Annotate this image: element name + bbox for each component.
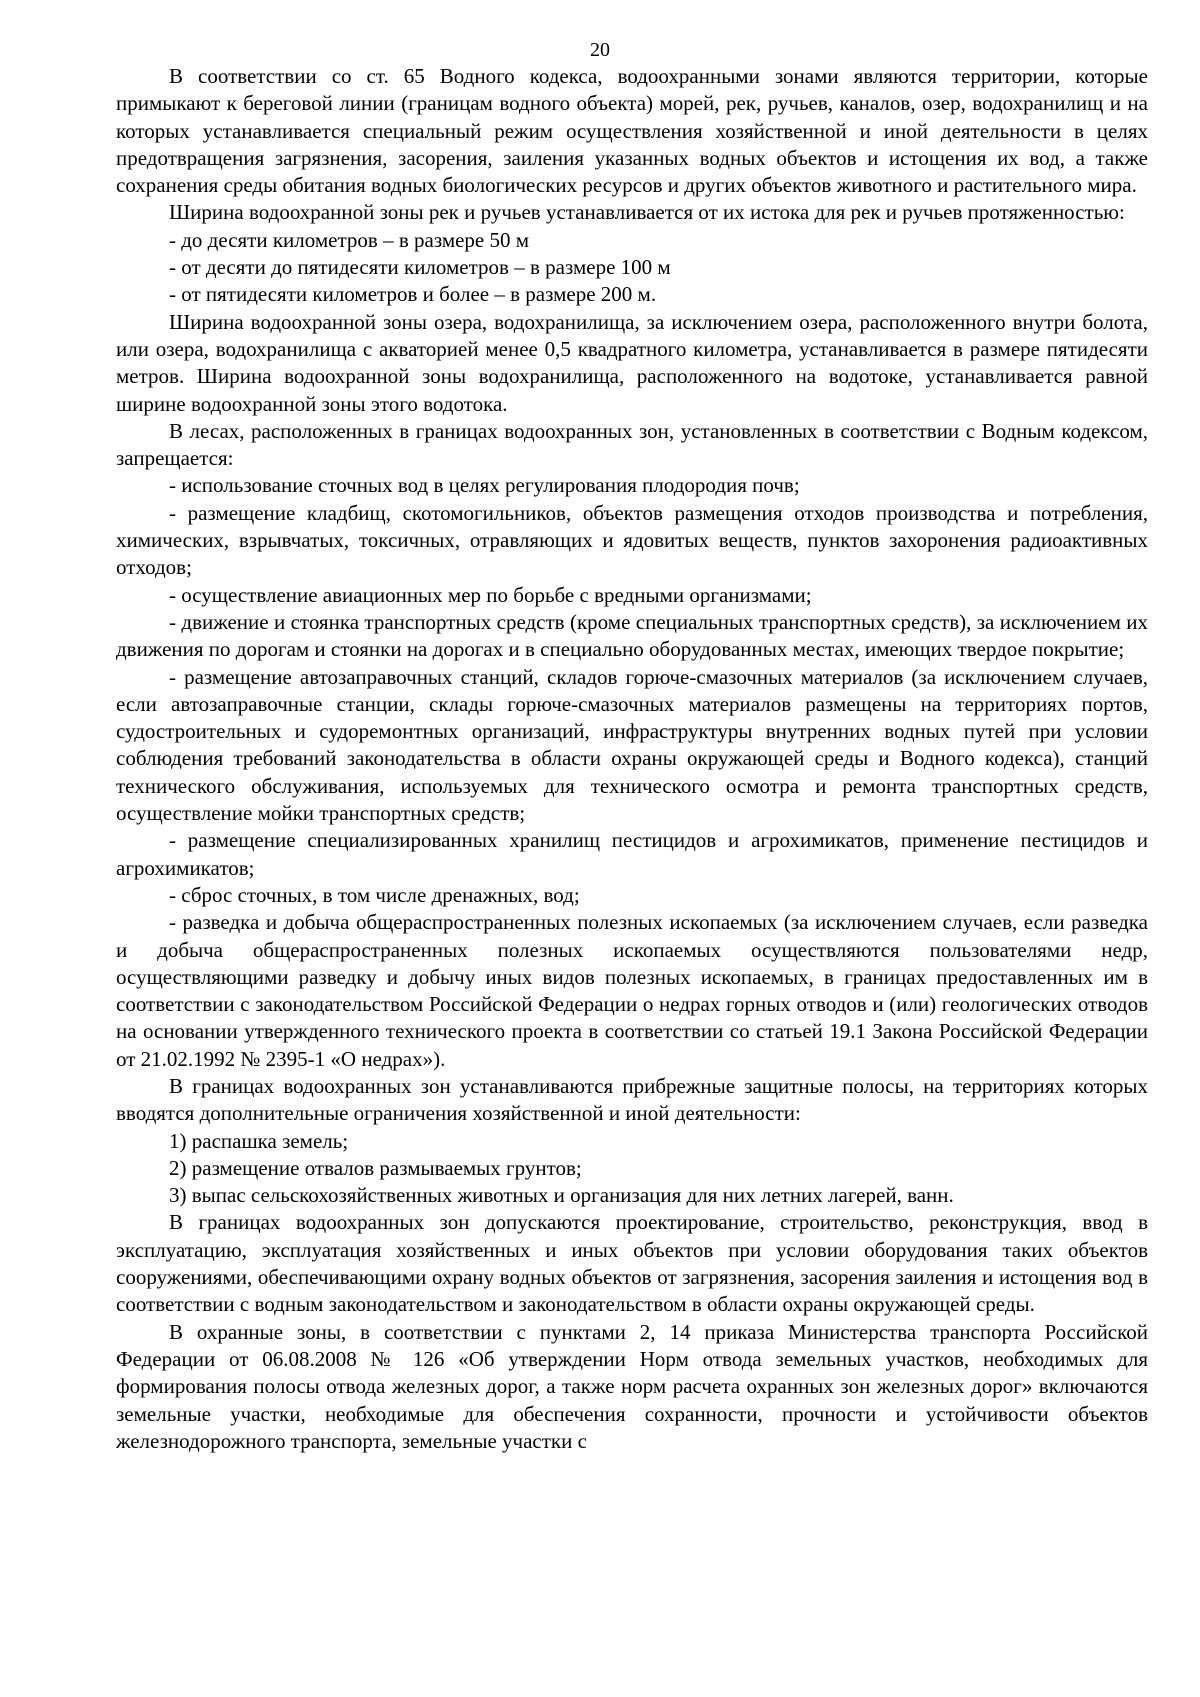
paragraph-railway-protection-zones: В охранные зоны, в соответствии с пунктами 2, 14 приказа Министерства транспорта Российской Федерации от 06.08.2008 № 126 «Об утверждении Норм отвода земельных участков, необходимых для формирования полосы отвода железных дорог, а также норм расчета охранных зон железных дорог» включаются земельные участки, необходимые для обеспечения сохранности, прочности и устойчивости объектов железнодорожного транспорта, земельные участки с xyxy=(116,1319,1148,1453)
list-item: 1) распашка земель; xyxy=(169,1128,349,1153)
paragraph-permitted-construction: В границах водоохранных зон допускаются проектирование, строительство, реконструкция, ввод в эксплуатацию, эксплуатация хозяйственных и иных объектов при условии оборудования таких объектов сооружениями, обеспечивающими охрану водных объектов от загрязнения, засорения заиления и истощения вод в соответствии с водным законодательством и законодательством в области охраны окружающей среды. xyxy=(116,1210,1148,1317)
list-item: - до десяти километров – в размере 50 м xyxy=(169,227,530,252)
document-body xyxy=(116,63,1148,1455)
paragraph-river-zone-width: Ширина водоохранной зоны рек и ручьев устанавливается от их истока для рек и ручьев протяженностью: xyxy=(169,200,1125,225)
list-item: - использование сточных вод в целях регулирования плодородия почв; xyxy=(169,473,800,498)
list-item: - размещение кладбищ, скотомогильников, объектов размещения отходов производства и потребления, химических, взрывчатых, токсичных, отравляющих и ядовитых веществ, пунктов захоронения радиоактивных отходов; xyxy=(116,500,1148,580)
list-item: - сброс сточных, в том числе дренажных, вод; xyxy=(169,882,580,907)
paragraph-water-protection-zones: В соответствии со ст. 65 Водного кодекса, водоохранными зонами являются территории, которые примыкают к береговой линии (границам водного объекта) морей, рек, ручьев, каналов, озер, водохранилищ и на которых устанавливается специальный режим осуществления хозяйственной и иной деятельности в целях предотвращения загрязнения, засорения, заиления указанных водных объектов и истощения их вод, а также сохранения среды обитания водных биологических ресурсов и других объектов животного и растительного мира. xyxy=(116,64,1148,198)
list-item: - разведка и добыча общераспространенных полезных ископаемых (за исключением случаев, если разведка и добыча общераспространенных полезных ископаемых осуществляются пользователями недр, осуществляющими разведку и добычу иных видов полезных ископаемых, в границах предоставленных им в соответствии с законодательством Российской Федерации о недрах горных отводов и (или) геологических отводов на основании утвержденного технического проекта в соответствии со статьей 19.1 Закона Российской Федерации от 21.02.1992 № 2395-1 «О недрах»). xyxy=(116,910,1148,1071)
list-item: - от десяти до пятидесяти километров – в размере 100 м xyxy=(169,255,671,280)
page-number: 20 xyxy=(590,39,610,61)
list-item: - осуществление авиационных мер по борьбе с вредными организмами; xyxy=(169,582,812,607)
list-item: 2) размещение отвалов размываемых грунтов; xyxy=(169,1155,582,1180)
paragraph-lake-zone-width: Ширина водоохранной зоны озера, водохранилища, за исключением озера, расположенного внутри болота, или озера, водохранилища с акваторией менее 0,5 квадратного километра, устанавливается в размере пятидесяти метров. Ширина водоохранной зоны водохранилища, расположенного на водотоке, устанавливается равной ширине водоохранной зоны этого водотока. xyxy=(116,309,1148,416)
list-item: - размещение специализированных хранилищ пестицидов и агрохимикатов, применение пестицидов и агрохимикатов; xyxy=(116,828,1148,880)
list-item: 3) выпас сельскохозяйственных животных и организация для них летних лагерей, ванн. xyxy=(169,1183,954,1208)
list-item: - размещение автозаправочных станций, складов горюче-смазочных материалов (за исключением случаев, если автозаправочные станции, склады горюче-смазочных материалов размещены на территориях портов, судостроительных и судоремонтных организаций, инфраструктуры внутренних водных путей при условии соблюдения требований законодательства в области охраны окружающей среды и Водного кодекса), станций технического обслуживания, используемых для технического осмотра и ремонта транспортных средств, осуществление мойки транспортных средств; xyxy=(116,664,1148,826)
list-item: - от пятидесяти километров и более – в размере 200 м. xyxy=(169,282,657,307)
paragraph-coastal-protective-strips: В границах водоохранных зон устанавливаются прибрежные защитные полосы, на территориях которых вводятся дополнительные ограничения хозяйственной и иной деятельности: xyxy=(116,1073,1148,1126)
list-item: - движение и стоянка транспортных средств (кроме специальных транспортных средств), за исключением их движения по дорогам и стоянки на дорогах и в специально оборудованных местах, имеющих твердое покрытие; xyxy=(116,609,1148,662)
paragraph-forest-prohibitions: В лесах, расположенных в границах водоохранных зон, установленных в соответствии с Водным кодексом, запрещается: xyxy=(116,418,1148,471)
